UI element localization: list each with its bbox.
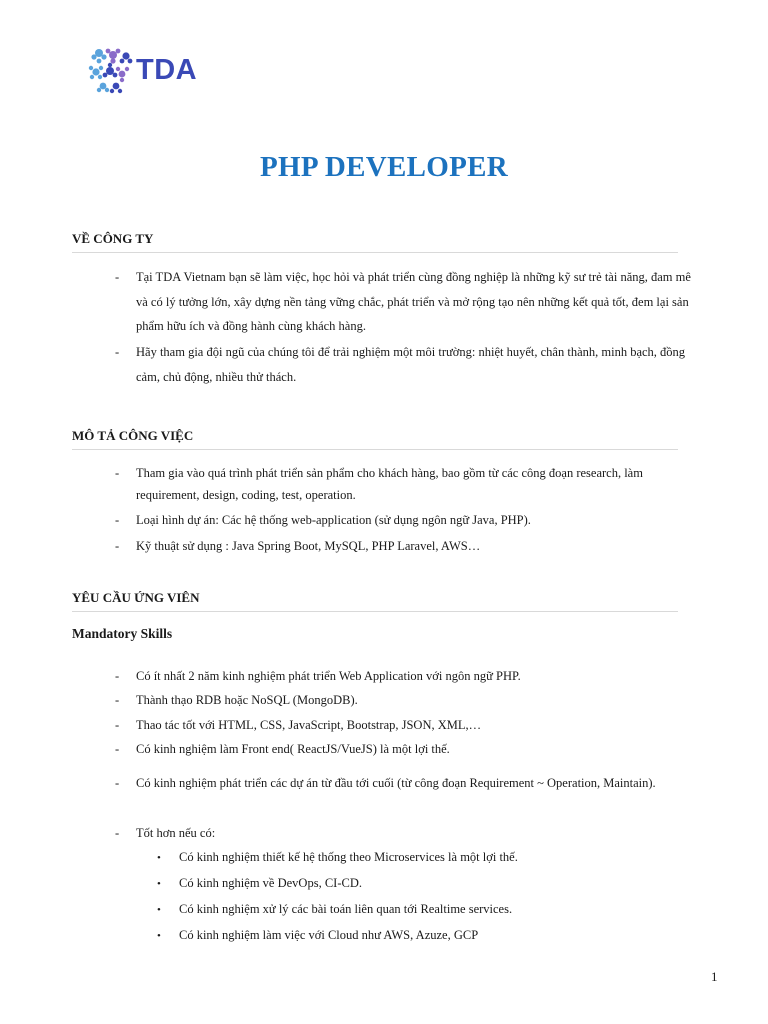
about-item-1: Tại TDA Vietnam bạn sẽ làm việc, học hỏi và phát triển cùng đồng nghiệp là những kỹ sư trẻ tài năng, đam mê và có lý tưởng lớn, xây dựng nền tảng vững chắc, phát triển và mở rộng tạo nên những kết quả tốt, đem lại sản phẩm hữu ích và đồng hành cùng khách hàng.: [136, 270, 691, 333]
requirement-item-6: Tốt hơn nếu có:: [136, 826, 216, 840]
list-dash: -: [115, 466, 120, 480]
about-item-2: Hãy tham gia đội ngũ của chúng tôi để trải nghiệm một môi trường: nhiệt huyết, chân thành, minh bạch, đồng cảm, chủ động, nhiều thử thách.: [136, 345, 686, 384]
list-dash: -: [115, 826, 120, 840]
requirement-item-1: Có ít nhất 2 năm kinh nghiệm phát triển Web Application với ngôn ngữ PHP.: [136, 669, 521, 683]
requirement-item-5: Có kinh nghiệm phát triển các dự án từ đầu tới cuối (từ công đoạn Requirement ~ Operation, Maintain).: [136, 776, 656, 790]
snowflake-cluster-icon: [88, 44, 138, 96]
logo-wordmark: TDA: [136, 54, 198, 86]
requirement-item-4: Có kinh nghiệm làm Front end( ReactJS/VueJS) là một lợi thế.: [136, 742, 450, 756]
bullet-marker: •: [157, 930, 161, 942]
page-number: 1: [711, 969, 718, 984]
job-item-2: Loại hình dự án: Các hệ thống web-application (sử dụng ngôn ngữ Java, PHP).: [136, 513, 531, 527]
bullet-marker: •: [157, 852, 161, 864]
list-dash: -: [115, 693, 120, 707]
list-dash: -: [115, 776, 120, 790]
list-dash: -: [115, 513, 120, 527]
section-heading-requirements: YÊU CẦU ỨNG VIÊN: [72, 590, 678, 612]
list-dash: -: [115, 742, 120, 756]
list-dash: -: [115, 270, 120, 284]
bullet-marker: •: [157, 878, 161, 890]
requirement-item-3: Thao tác tốt với HTML, CSS, JavaScript, Bootstrap, JSON, XML,…: [136, 718, 482, 732]
section-heading-about: VỀ CÔNG TY: [72, 231, 678, 253]
requirement-item-2: Thành thạo RDB hoặc NoSQL (MongoDB).: [136, 693, 358, 707]
job-item-3: Kỹ thuật sử dụng : Java Spring Boot, MySQL, PHP Laravel, AWS…: [136, 539, 481, 553]
list-dash: -: [115, 718, 120, 732]
list-dash: -: [115, 345, 120, 359]
list-dash: -: [115, 539, 120, 553]
bonus-item-2: Có kinh nghiệm về DevOps, CI-CD.: [179, 876, 362, 890]
list-dash: -: [115, 669, 120, 683]
bonus-item-4: Có kinh nghiệm làm việc với Cloud như AWS, Azuze, GCP: [179, 928, 479, 942]
mandatory-skills-heading: Mandatory Skills: [72, 626, 173, 641]
company-logo: [88, 44, 218, 96]
section-heading-job: MÔ TẢ CÔNG VIỆC: [72, 428, 678, 450]
job-item-1: Tham gia vào quá trình phát triển sản phẩm cho khách hàng, bao gồm từ các công đoạn research, làm requirement, design, coding, test, operation.: [136, 466, 643, 502]
bullet-marker: •: [157, 904, 161, 916]
bonus-item-3: Có kinh nghiệm xử lý các bài toán liên quan tới Realtime services.: [179, 902, 513, 916]
bonus-item-1: Có kinh nghiệm thiết kế hệ thống theo Microservices là một lợi thế.: [179, 850, 518, 864]
page-title: PHP DEVELOPER: [259, 151, 508, 183]
